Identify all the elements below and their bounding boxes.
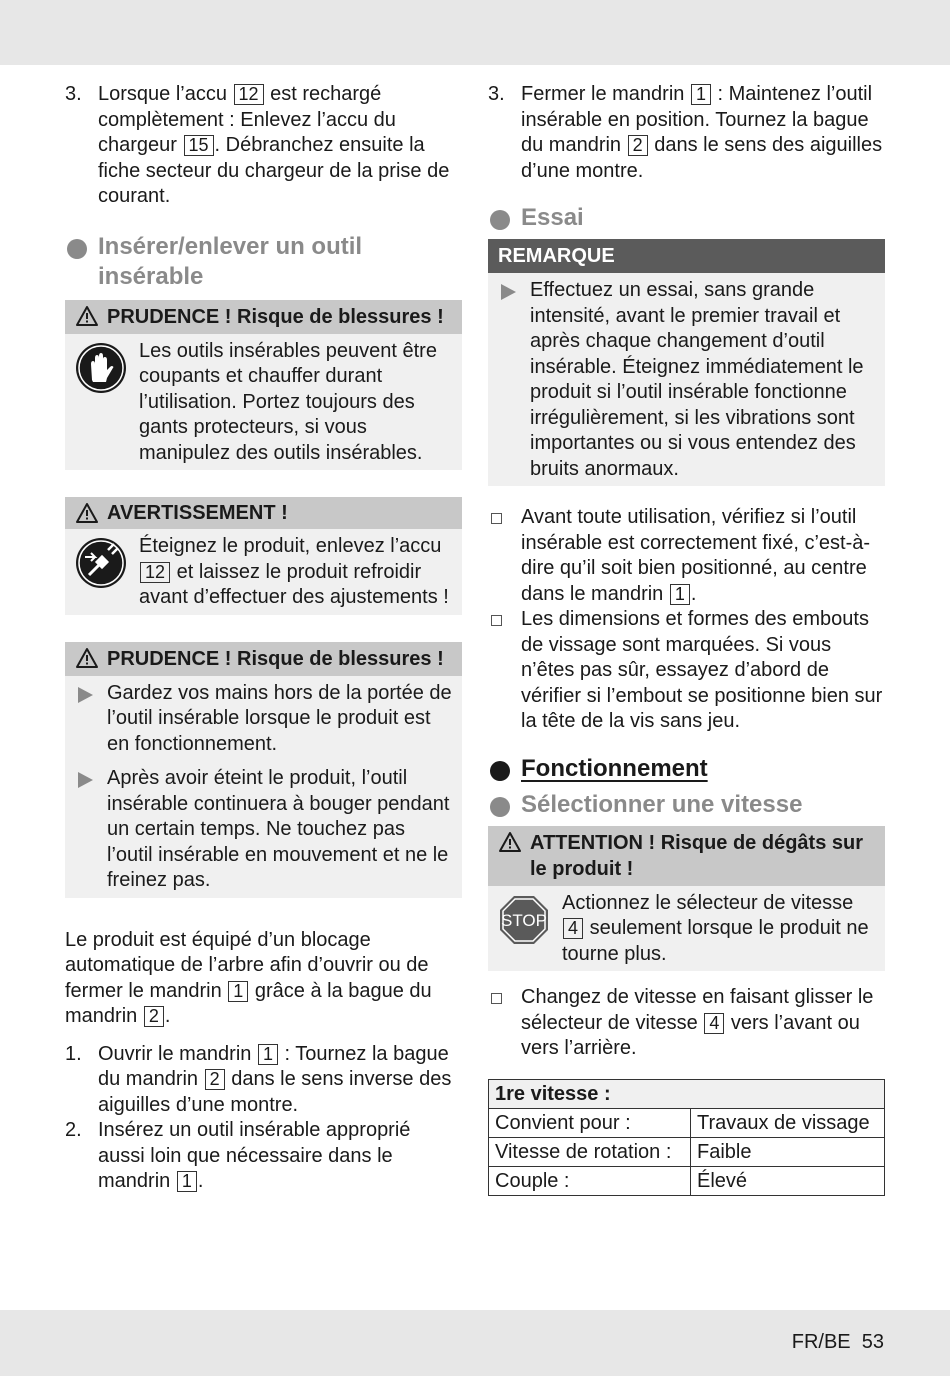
warning-triangle-icon xyxy=(75,647,99,669)
step-3-left: 3. Lorsque l’accu 12 est rechargé complètement : Enlevez l’accu du chargeur 15 . Débranchez ensuite la fiche secteur du chargeur de la prise de courant. xyxy=(65,83,450,207)
notice-list xyxy=(488,273,885,486)
ref-number: 1 xyxy=(691,84,711,105)
bullet-dot-icon xyxy=(490,797,510,817)
notice-list xyxy=(65,676,462,898)
stop-label: STOP xyxy=(501,910,547,930)
notice-body: Les outils insérables peuvent être coupants et chauffer durant l’utilisation. Portez toujours des gants protecteurs, si vous manipulez des outils insérables. xyxy=(65,334,462,471)
notice-header: REMARQUE xyxy=(488,239,885,273)
gloves-icon xyxy=(75,342,127,394)
attention-notice xyxy=(488,826,885,972)
notice-body: STOP Actionnez le sélecteur de vitesse 4 seulement lorsque le produit ne tourne plus. xyxy=(488,886,885,972)
warning-triangle-icon xyxy=(75,502,99,524)
list-item: Changez de vitesse en faisant glisser le sélecteur de vitesse 4 vers l’avant ou vers l’arrière. xyxy=(488,985,885,1062)
step-1: 1. Ouvrir le mandrin 1 : Tournez la bague du mandrin 2 dans le sens inverse des aiguilles d’une montre. xyxy=(65,1042,452,1116)
checkbox-bullet-icon xyxy=(491,993,502,1004)
ref-number: 2 xyxy=(628,135,648,156)
stop-sign-icon xyxy=(498,894,550,946)
checkbox-bullet-icon xyxy=(491,513,502,524)
notice-header: AVERTISSEMENT ! xyxy=(65,497,462,529)
ref-number: 1 xyxy=(670,584,690,605)
bullet-dot-icon xyxy=(67,239,87,259)
ref-number: 15 xyxy=(184,135,214,156)
notice-header: ATTENTION ! Risque de dégâts sur le produit ! xyxy=(488,826,885,886)
checkbox-bullet-icon xyxy=(491,615,502,626)
ref-number: 1 xyxy=(228,981,248,1002)
step-list-top xyxy=(65,82,462,210)
bullet-dot-icon xyxy=(490,210,510,230)
notice-body: Éteignez le produit, enlevez l’accu 12 et laissez le produit refroidir avant d’effectuer des ajustements ! xyxy=(65,529,462,615)
checklist-vitesse xyxy=(488,985,885,1062)
checklist-essai xyxy=(488,505,885,735)
ref-number: 4 xyxy=(563,918,583,939)
ref-number: 1 xyxy=(177,1171,197,1192)
unplug-icon xyxy=(75,537,127,589)
notice-header: PRUDENCE ! Risque de blessures ! xyxy=(65,300,462,334)
heading-fonctionnement: Fonctionnement xyxy=(488,754,885,784)
paragraph-blocage: Le produit est équipé d’un blocage automatique de l’arbre afin d’ouvrir ou de fermer le mandrin 1 grâce à la bague du mandrin 2 . xyxy=(65,928,432,1027)
heading-vitesse: Sélectionner une vitesse xyxy=(488,790,885,820)
notice-header: PRUDENCE ! Risque de blessures ! xyxy=(65,642,462,676)
ref-number: 1 xyxy=(258,1044,278,1065)
ref-number: 4 xyxy=(704,1013,724,1034)
warning-triangle-icon xyxy=(75,305,99,327)
table-row: Vitesse de rotation : Faible xyxy=(489,1137,885,1166)
ref-number: 2 xyxy=(205,1069,225,1090)
prudence-notice-2 xyxy=(65,642,462,898)
arrow-bullet-icon xyxy=(501,284,516,300)
list-item: Les dimensions et formes des embouts de vissage sont marquées. Si vous n’êtes pas sûr, essayez d’abord de vérifier si l’embout se positionne bien sur la tête de la vis sans jeu. xyxy=(488,607,885,735)
left-column xyxy=(65,82,462,1195)
ref-number: 2 xyxy=(144,1006,164,1027)
list-item: Effectuez un essai, sans grande intensité, avant le premier travail et après chaque changement d’outil insérable. Éteignez immédiatement le produit si l’outil insérable fonctionne irrégulièrement, si les vibrations sont importantes ou si vous entendez des bruits anormaux. xyxy=(498,278,875,482)
heading-essai: Essai xyxy=(488,203,885,233)
ref-number: 12 xyxy=(234,84,264,105)
right-column xyxy=(488,82,885,1196)
step-3-right: 3. Fermer le mandrin 1 : Maintenez l’outil insérable en position. Tournez la bague du mandrin 2 dans le sens des aiguilles d’une montre. xyxy=(488,83,883,182)
warning-triangle-icon xyxy=(498,831,522,853)
table-row: Couple : Élevé xyxy=(489,1166,885,1195)
arrow-bullet-icon xyxy=(78,687,93,703)
list-item: Avant toute utilisation, vérifiez si l’outil insérable est correctement fixé, c’est-à-dire qu’il soit bien positionné, au centre dans le mandrin 1 . xyxy=(488,505,885,607)
step-2: 2. Insérez un outil insérable approprié aussi loin que nécessaire dans le mandrin 1 . xyxy=(65,1119,411,1192)
footer-bar xyxy=(0,1310,950,1376)
prudence-notice-1 xyxy=(65,300,462,471)
table-header-row: 1re vitesse : xyxy=(489,1079,885,1108)
list-item: Gardez vos mains hors de la portée de l’outil insérable lorsque le produit est en fonctionnement. xyxy=(75,681,452,758)
remarque-notice xyxy=(488,239,885,486)
arrow-bullet-icon xyxy=(78,772,93,788)
ref-number: 12 xyxy=(140,562,170,583)
top-header-bar xyxy=(0,0,950,65)
list-item: Après avoir éteint le produit, l’outil insérable continuera à bouger pendant un certain temps. Ne touchez pas l’outil insérable en mouvement et ne le freinez pas. xyxy=(75,766,452,894)
bullet-dot-icon xyxy=(490,761,510,781)
table-row: Convient pour : Travaux de vissage xyxy=(489,1108,885,1137)
page-number: FR/BE 53 xyxy=(791,1331,884,1353)
speed-table xyxy=(488,1079,885,1196)
step-list-bottom xyxy=(65,1042,462,1195)
avertissement-notice xyxy=(65,497,462,615)
heading-inserer: Insérer/enlever un outil insérable xyxy=(65,232,462,292)
step-list-right xyxy=(488,82,885,184)
